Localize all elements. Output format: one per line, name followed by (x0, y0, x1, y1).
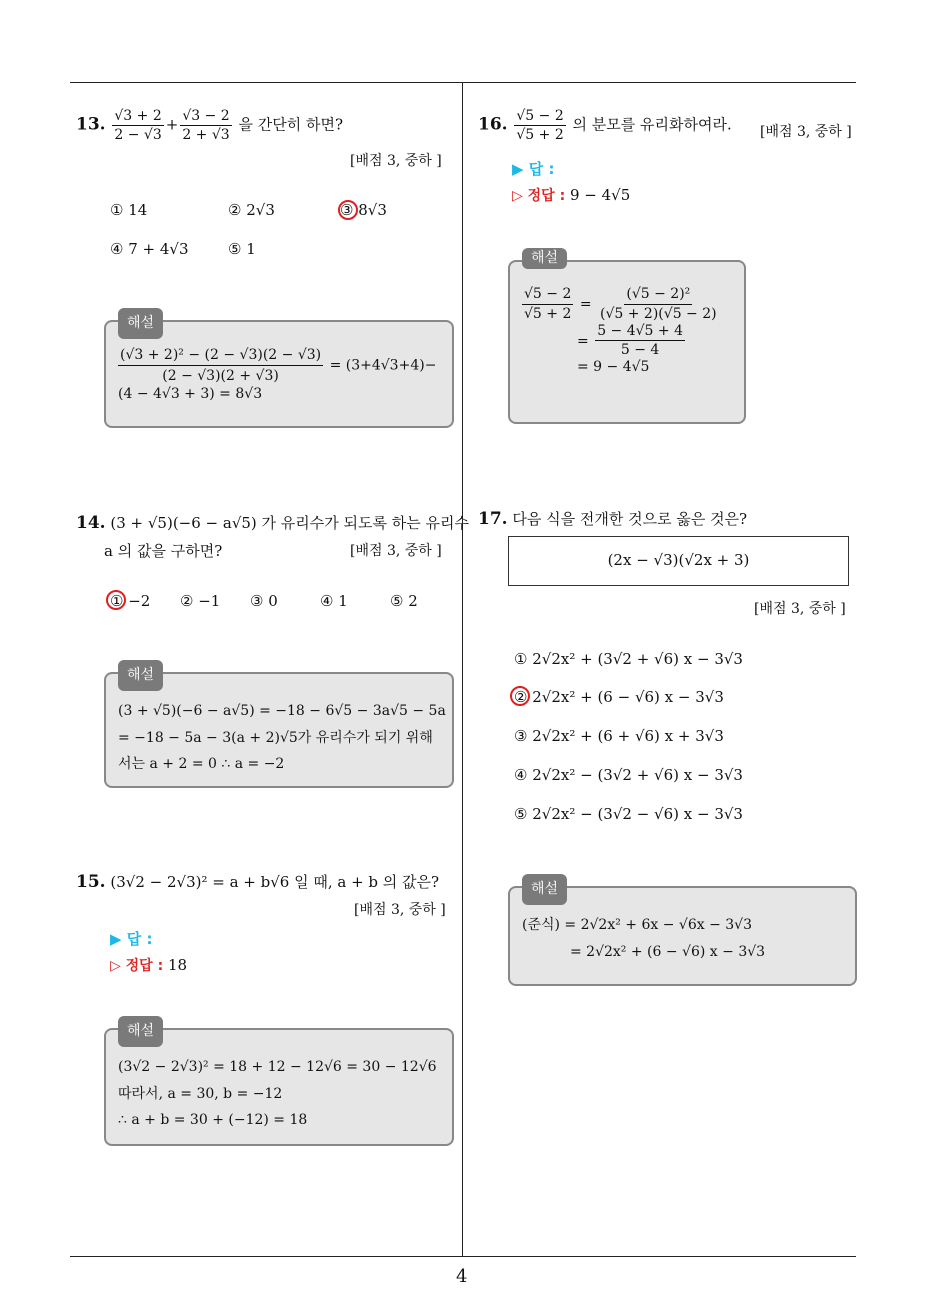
fraction: $\frac{5 - 4√5 + 4}{5 - 4}$ (597, 322, 683, 359)
points-label: [배점 3, 중하 ] (350, 153, 442, 169)
option-2[interactable]: ② 2√2x² + (6 − √6) x − 3√3 (514, 688, 724, 706)
answer-label: ▶ 답 : (512, 160, 555, 178)
option-2[interactable]: ② −1 (180, 592, 221, 610)
fraction: $\frac{√5 - 2}{√5 + 2}$ (524, 286, 572, 322)
question-prompt: 의 분모를 유리화하여라. (572, 115, 732, 134)
correct-label: ▷ 정답 : (110, 958, 164, 974)
page-number: 4 (456, 1266, 468, 1287)
explanation-tag: 해설 (118, 308, 163, 339)
option-3[interactable]: ③ 2√2x² + (6 + √6) x + 3√3 (514, 727, 724, 745)
option-4[interactable]: ④ 7 + 4√3 (110, 240, 189, 258)
option-1[interactable]: ① −2 (110, 592, 151, 610)
question-number: 14. (76, 513, 106, 533)
bottom-rule (70, 1256, 856, 1257)
fraction: $\frac{√3 + 2}{2 - √3}$ (114, 108, 162, 143)
fraction: $\frac{\text{(√3 + 2)² − (2 − √3)(2 − √3)}}{(2 - √3)(2 + √3)}$ (120, 347, 322, 385)
option-5[interactable]: ⑤ 1 (228, 240, 256, 258)
column-divider (462, 83, 463, 1257)
question-prompt: (3√2 − 2√3)² = a + b√6 일 때, a + b 의 값은? (110, 873, 440, 891)
correct-value: 18 (167, 956, 188, 974)
explanation-box: 해설 (준식) = 2√2x² + 6x − √6x − 3√3 = 2√2x² + (6 − √6) x − 3√3 (508, 886, 857, 986)
correct-label: ▷ 정답 : (512, 188, 566, 204)
option-2[interactable]: ② 2√3 (228, 201, 275, 219)
question-prompt: 다음 식을 전개한 것으로 옳은 것은? (512, 510, 748, 528)
option-4[interactable]: ④ 1 (320, 592, 348, 610)
fraction: $\frac{√5 - 2}{√5 + 2}$ (516, 108, 564, 143)
question-number: 15. (76, 872, 106, 892)
fraction: $\frac{\text{(√5 − 2)²}}{(√5 + 2)(√5 - 2)}$ (600, 286, 717, 322)
top-rule (70, 82, 856, 83)
option-5[interactable]: ⑤ 2 (390, 592, 418, 610)
option-1[interactable]: ① 2√2x² + (3√2 + √6) x − 3√3 (514, 650, 743, 668)
option-5[interactable]: ⑤ 2√2x² − (3√2 − √6) x − 3√3 (514, 805, 743, 823)
points-label: [배점 3, 중하 ] (354, 902, 446, 918)
points-label: [배점 3, 중하 ] (760, 124, 852, 140)
question-number: 16. (478, 114, 508, 135)
fraction: $\frac{√3 - 2}{2 + √3}$ (182, 108, 230, 143)
question-number: 17. (478, 509, 508, 529)
option-3[interactable]: ③ 0 (250, 592, 278, 610)
points-label: [배점 3, 중하 ] (754, 601, 846, 617)
answer-label: ▶ 답 : (110, 930, 153, 948)
question-prompt: (3 + √5)(−6 − a√5) 가 유리수가 되도록 하는 유리수 (110, 514, 469, 532)
selected-answer-mark (338, 200, 358, 220)
explanation-box: 해설 (3√2 − 2√3)² = 18 + 12 − 12√6 = 30 − 12√6 따라서, a = 30, b = −12 ∴ a + b = 30 + (−12) = 18 (104, 1028, 454, 1146)
explanation-tag: 해설 (522, 248, 567, 269)
selected-answer-mark (106, 590, 126, 610)
option-4[interactable]: ④ 2√2x² − (3√2 + √6) x − 3√3 (514, 766, 743, 784)
option-3[interactable]: ③ 8√3 (340, 201, 387, 219)
explanation-box: 해설 (3 + √5)(−6 − a√5) = −18 − 6√5 − 3a√5 − 5a = −18 − 5a − 3(a + 2)√5가 유리수가 되기 위해 서는 a + 2 = 0 ∴ a = −2 (104, 672, 454, 788)
selected-answer-mark (510, 686, 530, 706)
question-prompt-line2: a 의 값을 구하면? (104, 542, 223, 560)
question-prompt: 을 간단히 하면? (238, 115, 343, 134)
explanation-box: 해설 $\frac{\text{(√3 + 2)² − (2 − √3)(2 − √3)}}{(2 - √3)(2 + √3)}$ = (3+4√3+4)− (4 − 4√3 + 3) = 8√3 (104, 320, 454, 428)
explanation-box: 해설 $\frac{√5 - 2}{√5 + 2}$ = $\frac{\text{(√5 − 2)²}}{(√5 + 2)(√5 - 2)}$ = $\frac{5 - 4√5 + 4}{5 - 4}$ = 9 − 4√5 (508, 260, 746, 424)
explanation-tag: 해설 (118, 660, 163, 691)
correct-value: 9 − 4√5 (569, 186, 631, 204)
explanation-tag: 해설 (522, 874, 567, 905)
explanation-tag: 해설 (118, 1016, 163, 1047)
points-label: [배점 3, 중하 ] (350, 543, 442, 559)
option-1[interactable]: ① 14 (110, 201, 148, 219)
expression-box: (2x − √3)(√2x + 3) (508, 536, 849, 586)
question-number: 13. (76, 114, 106, 135)
